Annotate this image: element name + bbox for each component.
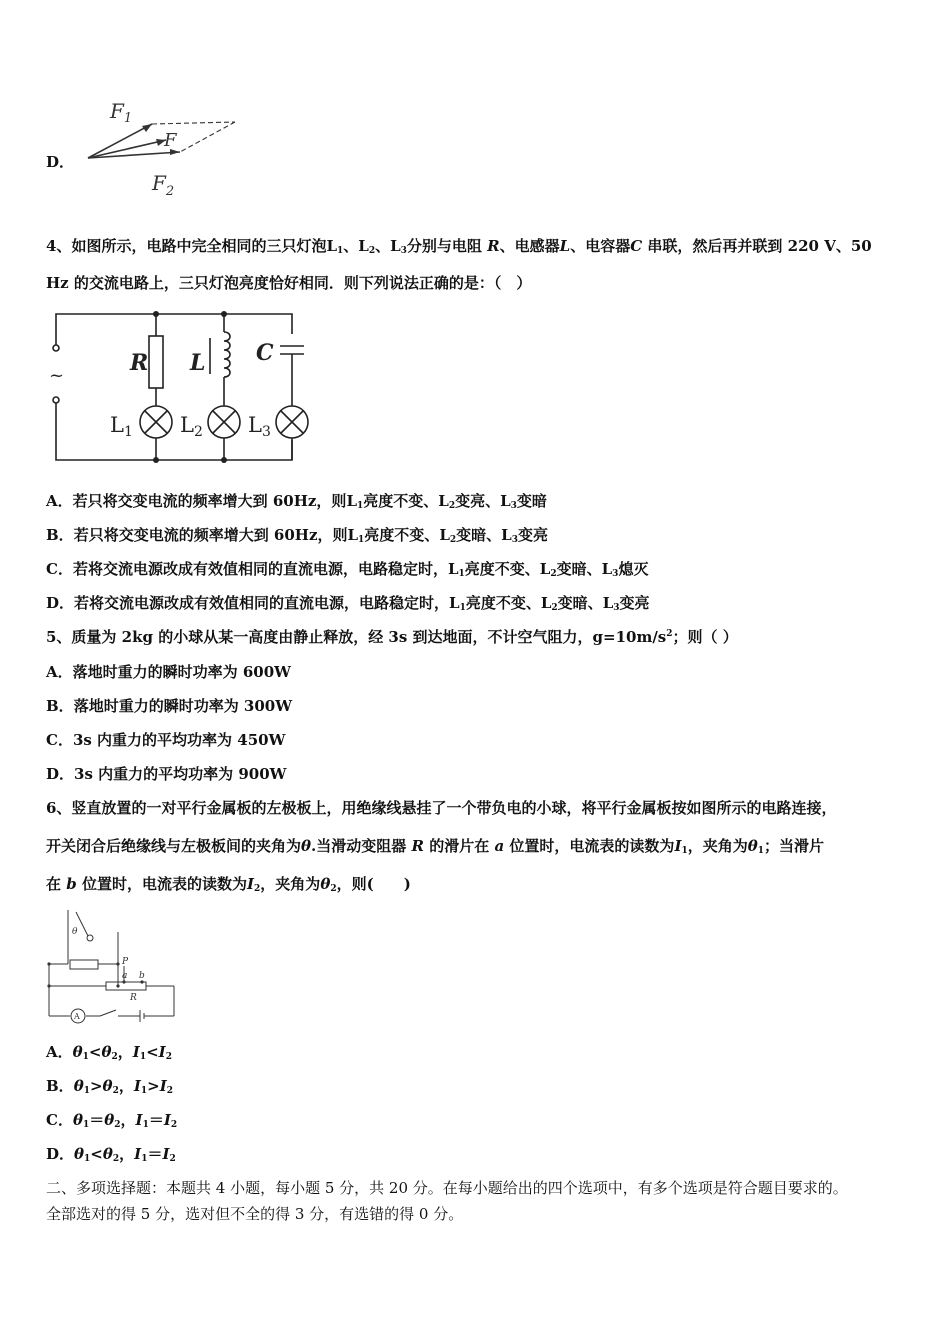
q4-option-d: D．若将交流电源改成有效值相同的直流电源，电路稳定时，$L_1$亮度不变、$L_2$变暗、$L_3$变亮 — [46, 594, 650, 613]
lamp-l3-label: L3 — [248, 413, 271, 440]
q4-option-c: C．若将交流电源改成有效值相同的直流电源，电路稳定时，$L_1$亮度不变、$L_2$变暗、$L_3$熄灭 — [46, 560, 649, 579]
q4-circuit-diagram — [44, 306, 314, 468]
q6-option-a: A．$\theta_1<\theta_2$，$I_1<I_2$ — [46, 1043, 172, 1062]
f1-label: $F_1$ — [110, 99, 133, 126]
point-b-label: b — [139, 971, 145, 981]
q6-stem-line3: 在 b 位置时，电流表的读数为$I_2$，夹角为$\theta_2$，则( ) — [46, 875, 411, 894]
section2-heading-line1: 二、多项选择题：本题共 4 小题，每小题 5 分，共 20 分。在每小题给出的四个选项中，有多个选项是符合题目要求的。 — [46, 1179, 848, 1197]
dashed-parallel-top — [152, 122, 235, 124]
point-a-label: a — [122, 971, 128, 981]
q6-stem-line2: 开关闭合后绝缘线与左极板间的夹角为θ.当滑动变阻器 R 的滑片在 a 位置时，电流表的读数为$I_1$，夹角为$\theta_1$；当滑片 — [46, 837, 825, 856]
q3-option-d-label: D． — [46, 153, 75, 171]
ammeter-label: A — [74, 1012, 80, 1021]
f2-label: $F_2$ — [152, 171, 175, 199]
q5-option-d: D．3s 内重力的平均功率为 900W — [46, 765, 287, 783]
theta-label: θ — [72, 927, 78, 937]
lamp-l2-label: L2 — [180, 413, 203, 440]
q3-force-diagram — [80, 96, 250, 206]
q5-option-c: C．3s 内重力的平均功率为 450W — [46, 731, 286, 749]
resistor-label: R — [130, 350, 149, 376]
slider-p-label: P — [122, 957, 129, 967]
q6-stem-line1: 6、竖直放置的一对平行金属板的左极板上，用绝缘线悬挂了一个带负电的小球，将平行金属板按如图所示的电路连接， — [46, 799, 837, 817]
q6-option-b: B．$\theta_1>\theta_2$，$I_1>I_2$ — [46, 1077, 174, 1096]
ac-source-symbol: ~ — [49, 365, 65, 386]
lamp-l1-label: L1 — [110, 413, 133, 440]
f-label: F — [164, 130, 177, 151]
section2-heading-line2: 全部选对的得 5 分，选对但不全的得 3 分，有选错的得 0 分。 — [46, 1205, 464, 1223]
q5-option-b: B．落地时重力的瞬时功率为 300W — [46, 697, 293, 715]
q4-option-a: A．若只将交变电流的频率增大到 60Hz，则$L_1$亮度不变、$L_2$变亮、$L_3$变暗 — [46, 492, 547, 511]
q6-option-c: C．$\theta_1=\theta_2$，$I_1=I_2$ — [46, 1111, 178, 1130]
q6-circuit-diagram — [44, 906, 184, 1028]
q5-option-a: A．落地时重力的瞬时功率为 600W — [46, 663, 292, 681]
capacitor-label: C — [256, 340, 274, 366]
dashed-parallel-side — [180, 122, 235, 152]
q5-stem: 5、质量为 2kg 的小球从某一高度由静止释放，经 3s 到达地面，不计空气阻力，$g=10m/s^2$；则（ ） — [46, 628, 738, 646]
q4-stem-line1: 4、如图所示，电路中完全相同的三只灯泡$L_1$、$L_2$、$L_3$分别与电阻 R、电感器L、电容器C 串联，然后再并联到 220 V、50 — [46, 237, 872, 256]
inductor-label: L — [190, 350, 206, 376]
q4-option-b: B．若只将交变电流的频率增大到 60Hz，则$L_1$亮度不变、$L_2$变暗、$L_3$变亮 — [46, 526, 548, 545]
force-f1-arrow — [88, 124, 152, 158]
q6-option-d: D．$\theta_1<\theta_2$，$I_1=I_2$ — [46, 1145, 176, 1164]
rheostat-r-label: R — [130, 993, 137, 1003]
q4-stem-line2: Hz 的交流电路上，三只灯泡亮度恰好相同．则下列说法正确的是：（ ） — [46, 274, 532, 292]
